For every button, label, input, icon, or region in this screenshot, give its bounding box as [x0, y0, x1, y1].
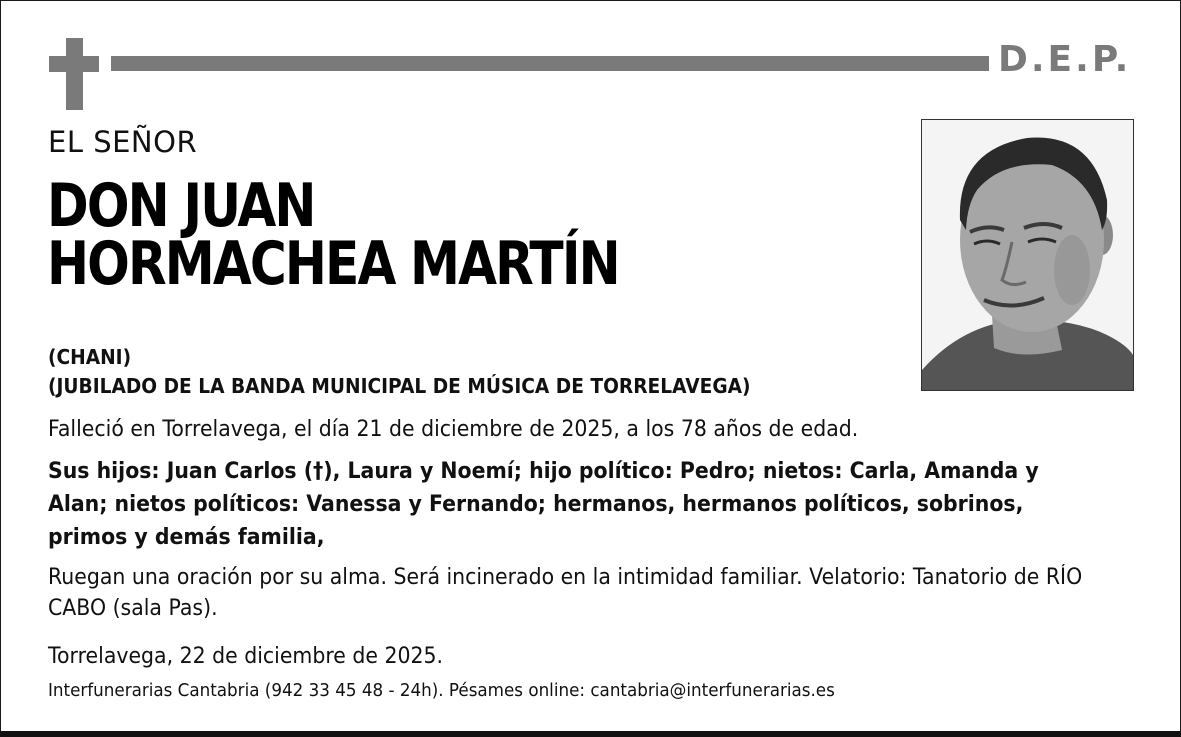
funeral-contact: Interfunerarias Cantabria (942 33 45 48 - 24h). Pésames online: cantabria@interfunerarias.es — [48, 680, 835, 701]
name-line-2: HORMACHEA MARTÍN — [47, 229, 619, 299]
name-line-1: DON JUAN — [47, 171, 315, 241]
honorific: EL SEÑOR — [48, 125, 198, 159]
place-date: Torrelavega, 22 de diciembre de 2025. — [48, 644, 444, 669]
death-notice: Falleció en Torrelavega, el día 21 de diciembre de 2025, a los 78 años de edad. — [48, 417, 859, 442]
cross-icon-bar — [49, 56, 99, 72]
header-rule — [111, 56, 989, 71]
deceased-name — [47, 171, 619, 299]
portrait-silhouette — [922, 120, 1133, 390]
prayer-request: Ruegan una oración por su alma. Será incinerado en la intimidad familiar. Velatorio: Tanatorio de RÍO CABO (sala Pas). — [48, 565, 1083, 621]
dep-label: D.E.P. — [998, 39, 1132, 80]
nickname: (CHANI) — [48, 345, 132, 369]
cross-icon — [66, 38, 83, 110]
occupation: (JUBILADO DE LA BANDA MUNICIPAL DE MÚSICA DE TORRELAVEGA) — [48, 374, 751, 398]
family-list: Sus hijos: Juan Carlos (†), Laura y Noemí; hijo político: Pedro; nietos: Carla, Amanda y Alan; nietos políticos: Vanessa y Fernando; hermanos, hermanos políticos, sobrinos, primos y demás familia, — [48, 459, 1039, 550]
portrait-photo — [921, 119, 1134, 391]
